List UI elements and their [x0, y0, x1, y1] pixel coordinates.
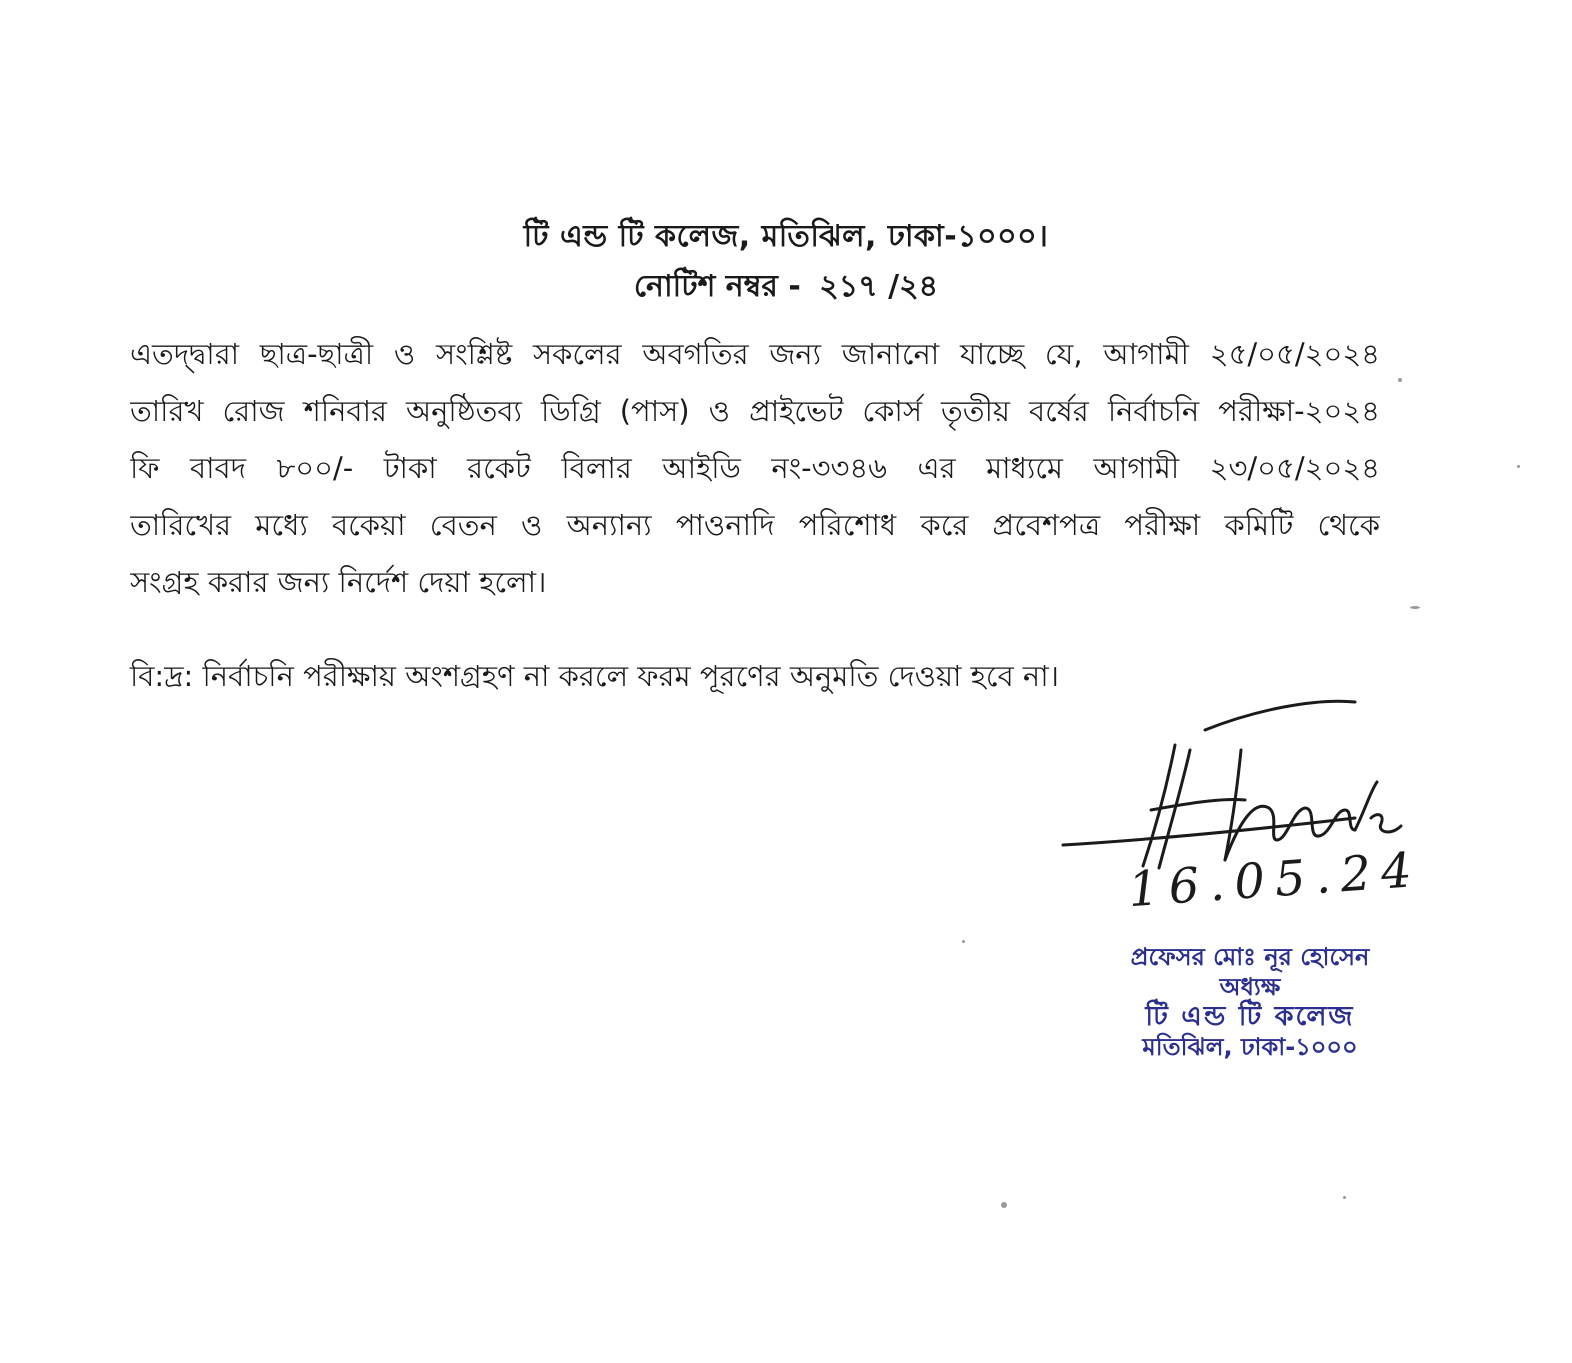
- notice-number: ২১৭ /২৪: [819, 269, 939, 304]
- stamp-address: মতিঝিল, ঢাকা-১০০০: [1142, 1033, 1358, 1061]
- speck: [1410, 606, 1420, 609]
- body-line: তারিখ রোজ শনিবার অনুষ্ঠিতব্য ডিগ্রি (পাস) ও প্রাইভেট কোর্স তৃতীয় বর্ষের নির্বাচনি পরীক্ষা-২০২৪: [130, 394, 1380, 428]
- notice-label: নোটিশ নম্বর -: [633, 269, 801, 304]
- body-line: তারিখের মধ্যে বকেয়া বেতন ও অন্যান্য পাওনাদি পরিশোধ করে প্রবেশপত্র পরীক্ষা কমিটি থেকে: [130, 508, 1380, 542]
- speck: [962, 940, 965, 943]
- body-line: এতদ্দ্বারা ছাত্র-ছাত্রী ও সংশ্লিষ্ট সকলের অবগতির জন্য জানানো যাচ্ছে যে, আগামী ২৫/০৫/২০২৪: [130, 337, 1380, 371]
- college-name: টি এন্ড টি কলেজ, মতিঝিল, ঢাকা-১০০০।: [523, 219, 1049, 254]
- notice-number-line: [0, 262, 1572, 313]
- signature-date: 16.05.24: [1126, 841, 1424, 919]
- speck: [1343, 1196, 1346, 1199]
- notice-body: [130, 326, 1380, 611]
- stamp-designation: অধ্যক্ষ: [1219, 973, 1281, 1001]
- body-line: ফি বাবদ ৮০০/- টাকা রকেট বিলার আইডি নং-৩৩৪৬ এর মাধ্যমে আগামী ২৩/০৫/২০২৪: [130, 451, 1380, 485]
- stamp-name: প্রফেসর মোঃ নূর হোসেন: [1130, 943, 1370, 971]
- principal-stamp: [1100, 942, 1400, 1062]
- body-line: সংগ্রহ করার জন্য নির্দেশ দেয়া হলো।: [130, 565, 547, 599]
- stamp-institution: টি এন্ড টি কলেজ: [1145, 1001, 1355, 1032]
- special-note: বি:দ্র: নির্বাচনি পরীক্ষায় অংশগ্রহণ না করলে ফরম পূরণের অনুমতি দেওয়া হবে না।: [130, 659, 1060, 693]
- speck: [1517, 465, 1520, 468]
- speck: [1001, 1202, 1007, 1208]
- speck: [1398, 378, 1402, 382]
